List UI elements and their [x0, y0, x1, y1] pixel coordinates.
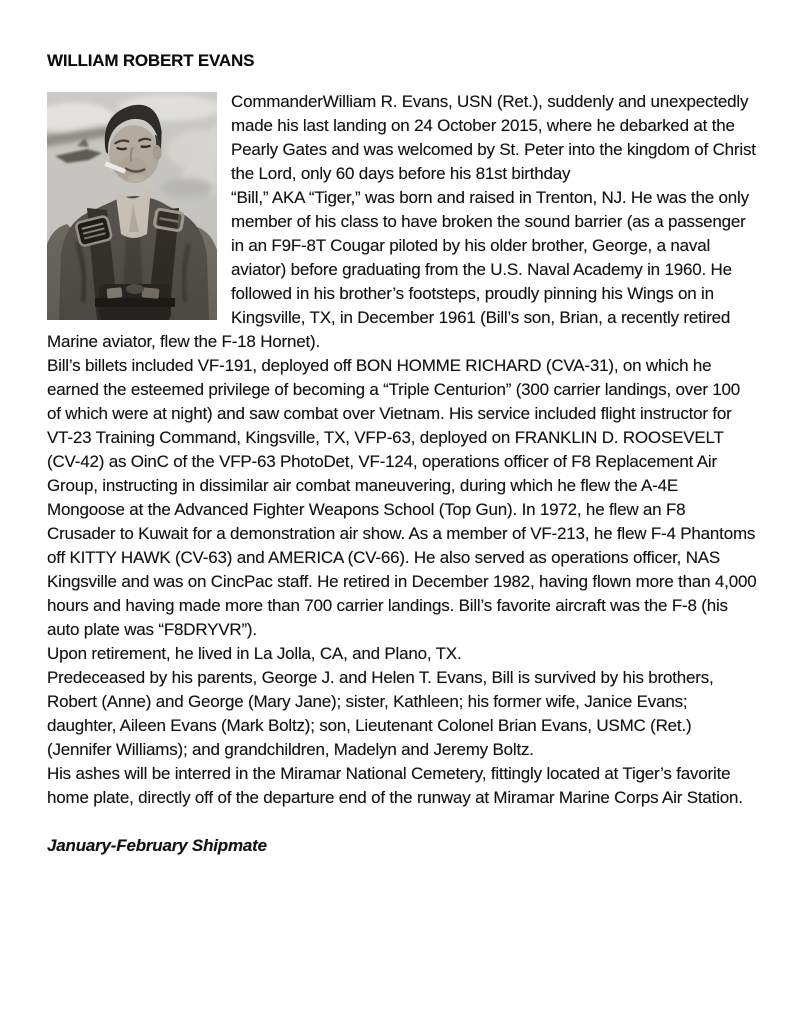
portrait-photo-image: [47, 92, 217, 320]
obituary-paragraph-2: “Bill,” AKA “Tiger,” was born and raised in Trenton, NJ. He was the only member of his class to have broken the sound barrier (as a passenger in an F9F-8T Cougar piloted by his older brother, George, a naval aviator) before graduating from the U.S. Naval Academy in 1960. He followed in his brother’s footsteps, proudly pinning his Wings on in Kingsville, TX, in December 1961 (Bill’s son, Brian, a recently retired Marine aviator, flew the F-18 Hornet).: [47, 188, 749, 351]
obituary-paragraph-5: Predeceased by his parents, George J. and Helen T. Evans, Bill is survived by his brothers, Robert (Anne) and George (Mary Jane); sister, Kathleen; his former wife, Janice Evans; daughter, Aileen Evans (Mark Boltz); son, Lieutenant Colonel Brian Evans, USMC (Ret.) (Jennifer Williams); and grandchildren, Madelyn and Jeremy Boltz.: [47, 668, 714, 759]
page-title: WILLIAM ROBERT EVANS: [47, 51, 255, 70]
obituary-article: [47, 90, 757, 858]
obituary-paragraph-1: CommanderWilliam R. Evans, USN (Ret.), suddenly and unexpectedly made his last landing on 24 October 2015, where he debarked at the Pearly Gates and was welcomed by St. Peter into the kingdom of Christ the Lord, only 60 days before his 81st birthday: [231, 92, 756, 183]
obituary-paragraph-6: His ashes will be interred in the Miramar National Cemetery, fittingly located at Tiger’s favorite home plate, directly off of the departure end of the runway at Miramar Marine Corps Air Station.: [47, 764, 743, 807]
publication-credit: January-February Shipmate: [47, 836, 267, 855]
obituary-paragraph-3: Bill’s billets included VF-191, deployed off BON HOMME RICHARD (CVA-31), on which he earned the esteemed privilege of becoming a “Triple Centurion” (300 carrier landings, over 100 of which were at night) and saw combat over Vietnam. His service included flight instructor for VT-23 Training Command, Kingsville, TX, VFP-63, deployed on FRANKLIN D. ROOSEVELT (CV-42) as OinC of the VFP-63 PhotoDet, VF-124, operations officer of F8 Replacement Air Group, instructing in dissimilar air combat maneuvering, during which he flew the A-4E Mongoose at the Advanced Fighter Weapons School (Top Gun). In 1972, he flew an F8 Crusader to Kuwait for a demonstration air show. As a member of VF-213, he flew F-4 Phantoms off KITTY HAWK (CV-63) and AMERICA (CV-66). He also served as operations officer, NAS Kingsville and was on CincPac staff. He retired in December 1982, having flown more than 4,000 hours and having made more than 700 carrier landings. Bill’s favorite aircraft was the F-8 (his auto plate was “F8DRYVR”).: [47, 356, 757, 639]
obituary-paragraph-4: Upon retirement, he lived in La Jolla, CA, and Plano, TX.: [47, 644, 462, 663]
portrait-photo: [47, 92, 217, 320]
